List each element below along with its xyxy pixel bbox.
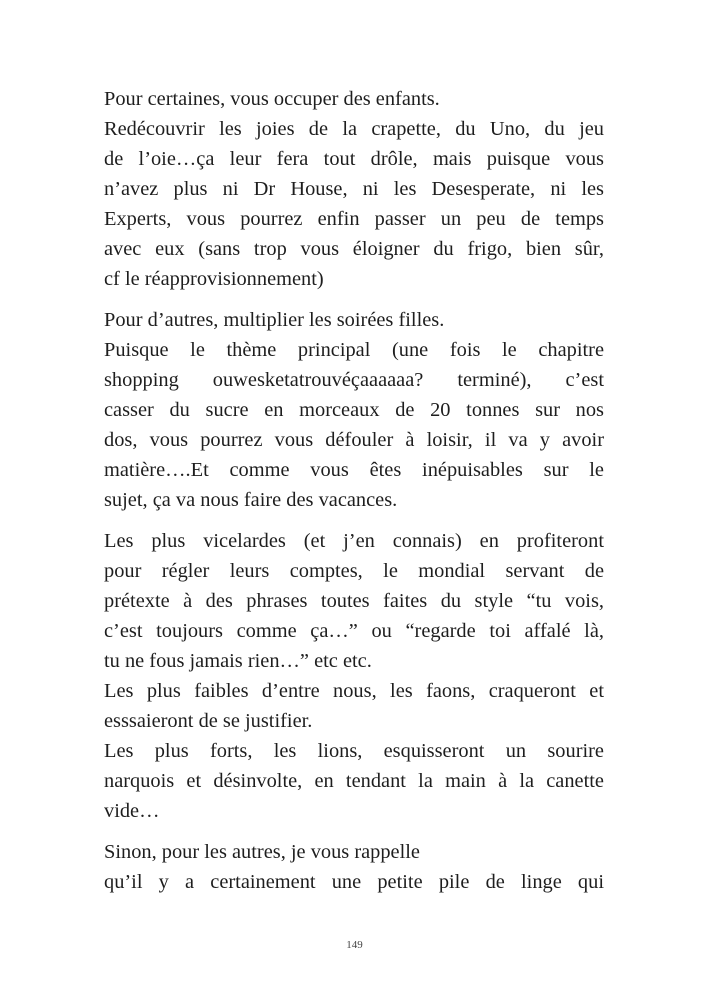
text-line: prétexte à des phrases toutes faites du style “tu vois, — [104, 590, 604, 612]
text-line: esssaieront de se justifier. — [104, 710, 313, 732]
text-line: Redécouvrir les joies de la crapette, du Uno, du jeu — [104, 118, 604, 140]
text-line: sujet, ça va nous faire des vacances. — [104, 489, 398, 511]
text-line: Sinon, pour les autres, je vous rappelle — [104, 841, 420, 863]
paragraph-laundry — [104, 837, 604, 897]
paragraph-children — [104, 84, 604, 294]
text-line: tu ne fous jamais rien…” etc etc. — [104, 650, 372, 672]
text-line: casser du sucre en morceaux de 20 tonnes sur nos — [104, 399, 604, 421]
text-line: shopping ouwesketatrouvéçaaaaaa? terminé), c’est — [104, 369, 604, 391]
text-line: de l’oie…ça leur fera tout drôle, mais puisque vous — [104, 148, 604, 170]
text-line: vide… — [104, 800, 160, 822]
text-line: Puisque le thème principal (une fois le chapitre — [104, 339, 604, 361]
text-line: Pour d’autres, multiplier les soirées filles. — [104, 309, 445, 331]
text-line: Les plus forts, les lions, esquisseront un sourire — [104, 740, 604, 762]
text-line: c’est toujours comme ça…” ou “regarde toi affalé là, — [104, 620, 604, 642]
text-line: Pour certaines, vous occuper des enfants. — [104, 88, 440, 110]
text-line: pour régler leurs comptes, le mondial servant de — [104, 560, 604, 582]
paragraph-girls-nights — [104, 305, 604, 515]
text-line: narquois et désinvolte, en tendant la main à la canette — [104, 770, 604, 792]
text-line: Les plus vicelardes (et j’en connais) en profiteront — [104, 530, 604, 552]
text-line: matière….Et comme vous êtes inépuisables sur le — [104, 459, 604, 481]
page-number: 149 — [346, 939, 363, 951]
text-line: qu’il y a certainement une petite pile de linge qui — [104, 871, 604, 893]
page-body — [104, 84, 604, 897]
text-line: dos, vous pourrez vous défouler à loisir, il va y avoir — [104, 429, 604, 451]
text-line: Les plus faibles d’entre nous, les faons, craqueront et — [104, 680, 604, 702]
text-line: avec eux (sans trop vous éloigner du frigo, bien sûr, — [104, 238, 604, 260]
text-line: cf le réapprovisionnement) — [104, 268, 324, 290]
paragraph-settling-scores — [104, 526, 604, 826]
text-line: Experts, vous pourrez enfin passer un peu de temps — [104, 208, 604, 230]
text-line: n’avez plus ni Dr House, ni les Desesperate, ni les — [104, 178, 604, 200]
